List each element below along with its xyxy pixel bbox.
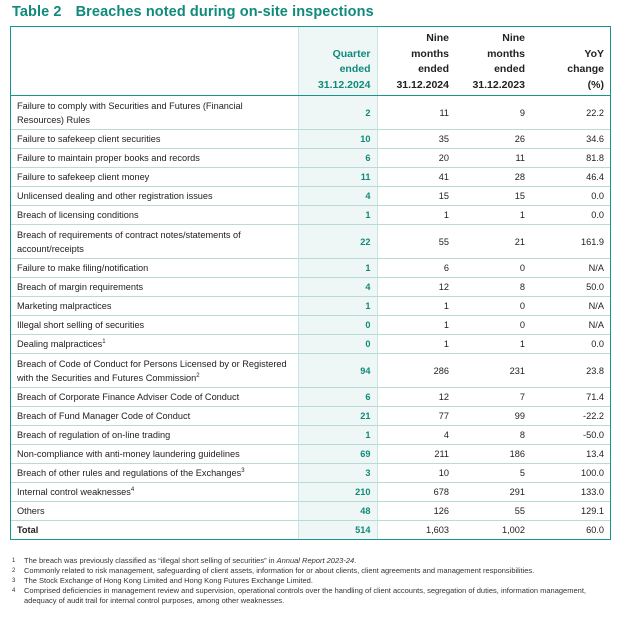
header-line: ended bbox=[494, 63, 525, 75]
table-number: Table 2 bbox=[12, 4, 62, 20]
row-label-text: Breach of Code of Conduct for Persons Licensed by or Registered with the Securities and Futures Commission bbox=[17, 358, 287, 383]
yoy-change-value: 0.0 bbox=[531, 187, 610, 206]
footnote bbox=[12, 556, 608, 566]
footnote-marker: 1 bbox=[102, 338, 106, 345]
yoy-change-value: 129.1 bbox=[531, 502, 610, 521]
header-line: months bbox=[411, 47, 449, 60]
yoy-change-value: 22.2 bbox=[531, 96, 610, 130]
header-category bbox=[11, 27, 298, 96]
total-row bbox=[11, 521, 610, 540]
header-line: change bbox=[567, 63, 604, 75]
row-label-text: Failure to maintain proper books and records bbox=[17, 153, 200, 163]
table-row bbox=[11, 149, 610, 168]
quarter-value: 1 bbox=[298, 297, 377, 316]
footnote-mark: 4 bbox=[12, 588, 16, 594]
quarter-value: 4 bbox=[298, 278, 377, 297]
row-label-text: Illegal short selling of securities bbox=[17, 320, 145, 330]
header-line: Nine bbox=[502, 32, 525, 44]
row-label-text: Non-compliance with anti-money laundering guidelines bbox=[17, 449, 240, 459]
table-row bbox=[11, 130, 610, 149]
nine-months-2023-value: 5 bbox=[455, 464, 531, 483]
table-row bbox=[11, 426, 610, 445]
header-line: YoY bbox=[584, 47, 604, 60]
yoy-change-value: N/A bbox=[531, 259, 610, 278]
nine-months-2024-value: 55 bbox=[377, 225, 455, 259]
table-row bbox=[11, 96, 610, 130]
quarter-value: 0 bbox=[298, 316, 377, 335]
row-label bbox=[11, 278, 298, 297]
footnote-tail: . bbox=[354, 556, 357, 565]
quarter-value: 10 bbox=[298, 130, 377, 149]
yoy-change-value: -22.2 bbox=[531, 407, 610, 426]
quarter-value: 48 bbox=[298, 502, 377, 521]
table-caption: Breaches noted during on-site inspections bbox=[75, 4, 374, 20]
row-label bbox=[11, 187, 298, 206]
row-label bbox=[11, 130, 298, 149]
row-label-text: Failure to safekeep client money bbox=[17, 172, 150, 182]
nine-months-2024-value: 4 bbox=[377, 426, 455, 445]
row-label-text: Dealing malpractices bbox=[17, 339, 103, 349]
row-label bbox=[11, 483, 298, 502]
row-label bbox=[11, 316, 298, 335]
nine-months-2024-value: 286 bbox=[377, 354, 455, 388]
nine-months-2023-value: 99 bbox=[455, 407, 531, 426]
nine-months-2024-value: 1 bbox=[377, 316, 455, 335]
nine-months-2024-value: 6 bbox=[377, 259, 455, 278]
table-row bbox=[11, 297, 610, 316]
row-label bbox=[11, 149, 298, 168]
row-label-text: Failure to safekeep client securities bbox=[17, 134, 161, 144]
yoy-change-value: 23.8 bbox=[531, 354, 610, 388]
footnote-body bbox=[24, 576, 313, 586]
yoy-change-value: 81.8 bbox=[531, 149, 610, 168]
table-row bbox=[11, 354, 610, 388]
table-row bbox=[11, 278, 610, 297]
nine-months-2024-value: 11 bbox=[377, 96, 455, 130]
nine-months-2024-value: 211 bbox=[377, 445, 455, 464]
row-label-text: Breach of licensing conditions bbox=[17, 210, 139, 220]
row-label-text: Internal control weaknesses bbox=[17, 487, 131, 497]
footnote-text: Comprised deficiencies in management review and supervision, operational controls over the handling of client accounts, segregation of duties, information management, adequacy of audit trail for internal control purposes, among other weaknesses. bbox=[24, 586, 586, 605]
footnote-body bbox=[24, 586, 608, 606]
quarter-value: 0 bbox=[298, 335, 377, 354]
header-yoy-change bbox=[531, 27, 610, 96]
footnote-text: Commonly related to risk management, safeguarding of client assets, information for or about clients, client agreements and management responsibilities. bbox=[24, 566, 535, 575]
table-row bbox=[11, 206, 610, 225]
footnote-mark: 2 bbox=[12, 568, 16, 574]
nine-months-2024-value: 12 bbox=[377, 388, 455, 407]
header-nine-months-2024 bbox=[377, 27, 455, 96]
nine-months-2023-value: 0 bbox=[455, 297, 531, 316]
header-line: months bbox=[487, 47, 525, 60]
footnote-text: The Stock Exchange of Hong Kong Limited and Hong Kong Futures Exchange Limited. bbox=[24, 576, 313, 585]
yoy-change-value: 0.0 bbox=[531, 206, 610, 225]
yoy-change-value: 133.0 bbox=[531, 483, 610, 502]
total-nine-months-2024: 1,603 bbox=[426, 525, 449, 535]
total-nine-months-2023: 1,002 bbox=[502, 525, 525, 535]
nine-months-2024-value: 35 bbox=[377, 130, 455, 149]
header-line: Quarter bbox=[332, 47, 371, 60]
row-label bbox=[11, 445, 298, 464]
footnote-mark: 3 bbox=[12, 578, 16, 584]
nine-months-2023-value: 11 bbox=[455, 149, 531, 168]
header-row bbox=[11, 27, 610, 96]
nine-months-2023-value: 0 bbox=[455, 259, 531, 278]
yoy-change-value: N/A bbox=[531, 316, 610, 335]
quarter-value: 6 bbox=[298, 388, 377, 407]
row-label bbox=[11, 354, 298, 388]
table-title bbox=[12, 4, 374, 20]
nine-months-2023-value: 0 bbox=[455, 316, 531, 335]
table-row bbox=[11, 464, 610, 483]
table-row bbox=[11, 316, 610, 335]
yoy-change-value: 34.6 bbox=[531, 130, 610, 149]
row-label-text: Unlicensed dealing and other registration issues bbox=[17, 191, 213, 201]
total-quarter: 514 bbox=[298, 521, 377, 540]
yoy-change-value: -50.0 bbox=[531, 426, 610, 445]
table-row bbox=[11, 259, 610, 278]
yoy-change-value: 46.4 bbox=[531, 168, 610, 187]
header-line: ended bbox=[418, 63, 449, 75]
yoy-change-value: 50.0 bbox=[531, 278, 610, 297]
table-row bbox=[11, 388, 610, 407]
row-label-text: Failure to make filing/notification bbox=[17, 263, 149, 273]
nine-months-2024-value: 678 bbox=[377, 483, 455, 502]
nine-months-2023-value: 1 bbox=[455, 206, 531, 225]
table-row bbox=[11, 483, 610, 502]
nine-months-2023-value: 291 bbox=[455, 483, 531, 502]
quarter-value: 3 bbox=[298, 464, 377, 483]
nine-months-2023-value: 26 bbox=[455, 130, 531, 149]
row-label-text: Breach of Fund Manager Code of Conduct bbox=[17, 411, 191, 421]
table-row bbox=[11, 168, 610, 187]
quarter-value: 2 bbox=[298, 96, 377, 130]
footnote-marker: 2 bbox=[196, 372, 200, 379]
table-row bbox=[11, 502, 610, 521]
row-label-text: Breach of regulation of on-line trading bbox=[17, 430, 171, 440]
quarter-value: 69 bbox=[298, 445, 377, 464]
row-label-text: Failure to comply with Securities and Futures (Financial Resources) Rules bbox=[17, 100, 243, 125]
header-line: 31.12.2024 bbox=[317, 78, 371, 91]
quarter-value: 22 bbox=[298, 225, 377, 259]
row-label bbox=[11, 464, 298, 483]
quarter-value: 6 bbox=[298, 149, 377, 168]
nine-months-2023-value: 231 bbox=[455, 354, 531, 388]
table-row bbox=[11, 187, 610, 206]
row-label bbox=[11, 96, 298, 130]
nine-months-2023-value: 186 bbox=[455, 445, 531, 464]
nine-months-2024-value: 12 bbox=[377, 278, 455, 297]
footnote bbox=[12, 566, 608, 576]
quarter-value: 1 bbox=[298, 426, 377, 445]
nine-months-2023-value: 28 bbox=[455, 168, 531, 187]
row-label bbox=[11, 297, 298, 316]
nine-months-2023-value: 15 bbox=[455, 187, 531, 206]
quarter-value: 1 bbox=[298, 259, 377, 278]
footnote-italic: Annual Report 2023-24 bbox=[276, 556, 355, 565]
row-label-text: Breach of requirements of contract notes/statements of account/receipts bbox=[17, 229, 241, 254]
nine-months-2024-value: 15 bbox=[377, 187, 455, 206]
quarter-value: 1 bbox=[298, 206, 377, 225]
breaches-table bbox=[10, 26, 611, 540]
nine-months-2024-value: 77 bbox=[377, 407, 455, 426]
row-label-text: Breach of other rules and regulations of the Exchanges bbox=[17, 468, 242, 478]
nine-months-2023-value: 8 bbox=[455, 426, 531, 445]
nine-months-2024-value: 1 bbox=[377, 335, 455, 354]
row-label bbox=[11, 388, 298, 407]
nine-months-2024-value: 20 bbox=[377, 149, 455, 168]
yoy-change-value: 71.4 bbox=[531, 388, 610, 407]
footnote-marker: 4 bbox=[130, 486, 135, 493]
total-label: Total bbox=[17, 525, 39, 535]
header-line: (%) bbox=[587, 78, 604, 91]
header-nine-months-2023 bbox=[455, 27, 531, 96]
nine-months-2023-value: 21 bbox=[455, 225, 531, 259]
nine-months-2024-value: 1 bbox=[377, 297, 455, 316]
footnotes bbox=[12, 556, 608, 606]
header-line: ended bbox=[339, 63, 371, 75]
nine-months-2024-value: 126 bbox=[377, 502, 455, 521]
row-label bbox=[11, 426, 298, 445]
header-line: Nine bbox=[426, 32, 449, 44]
table-row bbox=[11, 445, 610, 464]
nine-months-2024-value: 41 bbox=[377, 168, 455, 187]
quarter-value: 94 bbox=[298, 354, 377, 388]
footnote-body bbox=[24, 556, 356, 566]
footnote bbox=[12, 576, 608, 586]
nine-months-2023-value: 9 bbox=[455, 96, 531, 130]
row-label bbox=[11, 502, 298, 521]
header-line: 31.12.2024 bbox=[396, 78, 449, 91]
row-label-text: Others bbox=[17, 506, 45, 516]
table-row bbox=[11, 225, 610, 259]
yoy-change-value: 100.0 bbox=[531, 464, 610, 483]
table-row bbox=[11, 407, 610, 426]
nine-months-2024-value: 10 bbox=[377, 464, 455, 483]
footnote-marker: 3 bbox=[241, 467, 245, 474]
yoy-change-value: 0.0 bbox=[531, 335, 610, 354]
nine-months-2023-value: 1 bbox=[455, 335, 531, 354]
row-label-text: Breach of margin requirements bbox=[17, 282, 144, 292]
yoy-change-value: 13.4 bbox=[531, 445, 610, 464]
table-row bbox=[11, 335, 610, 354]
nine-months-2024-value: 1 bbox=[377, 206, 455, 225]
row-label bbox=[11, 168, 298, 187]
row-label bbox=[11, 225, 298, 259]
footnote bbox=[12, 586, 608, 606]
yoy-change-value: N/A bbox=[531, 297, 610, 316]
table-body bbox=[11, 96, 610, 540]
header-line: 31.12.2023 bbox=[472, 78, 525, 91]
nine-months-2023-value: 8 bbox=[455, 278, 531, 297]
row-label-text: Marketing malpractices bbox=[17, 301, 112, 311]
row-label bbox=[11, 259, 298, 278]
quarter-value: 21 bbox=[298, 407, 377, 426]
row-label-text: Breach of Corporate Finance Adviser Code of Conduct bbox=[17, 392, 240, 402]
row-label bbox=[11, 206, 298, 225]
quarter-value: 11 bbox=[298, 168, 377, 187]
nine-months-2023-value: 7 bbox=[455, 388, 531, 407]
nine-months-2023-value: 55 bbox=[455, 502, 531, 521]
header-quarter bbox=[298, 27, 377, 96]
footnote-mark: 1 bbox=[12, 558, 16, 564]
yoy-change-value: 161.9 bbox=[531, 225, 610, 259]
footnote-text: The breach was previously classified as “illegal short selling of securities” in bbox=[24, 556, 277, 565]
row-label bbox=[11, 335, 298, 354]
total-yoy-change: 60.0 bbox=[586, 525, 604, 535]
row-label bbox=[11, 407, 298, 426]
quarter-value: 210 bbox=[298, 483, 377, 502]
quarter-value: 4 bbox=[298, 187, 377, 206]
footnote-body bbox=[24, 566, 534, 576]
